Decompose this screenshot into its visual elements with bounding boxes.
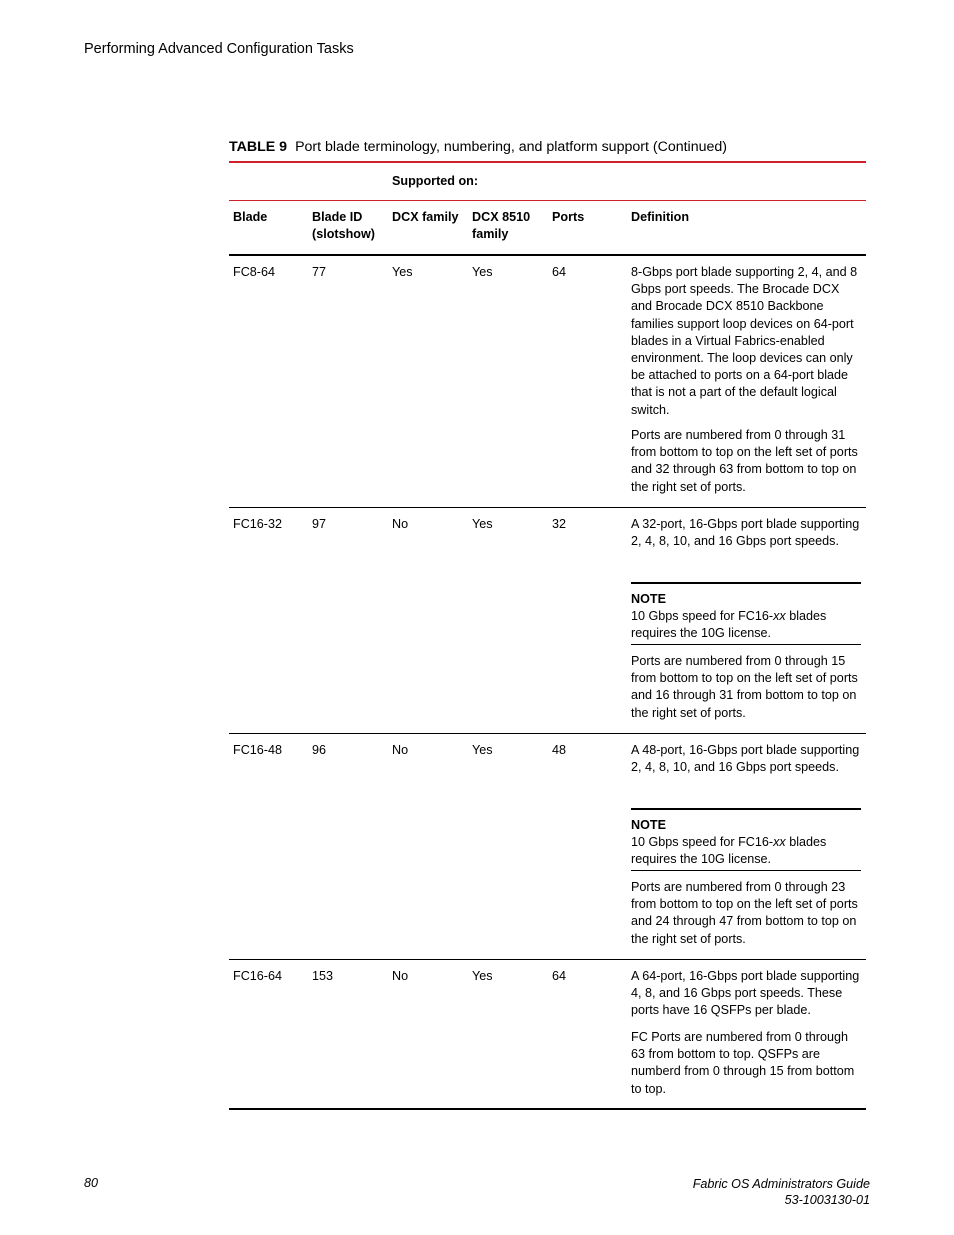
header-blade: Blade	[233, 210, 268, 224]
def-line: A 48-port, 16-Gbps port blade supporting	[631, 743, 860, 757]
header-blade-id	[312, 209, 375, 243]
header-dcx8510-line1: DCX 8510	[472, 210, 531, 224]
cell-ports: 64	[552, 969, 567, 983]
header-blade-id-line1: Blade ID	[312, 210, 363, 224]
def-line: blades in a Virtual Fabrics-enabled	[631, 333, 825, 348]
note-italic-text: xx	[773, 835, 786, 850]
table-caption	[229, 139, 727, 155]
running-header: Performing Advanced Configuration Tasks	[84, 41, 354, 57]
header-dcx8510-family	[472, 209, 530, 243]
def-line: and 24 through 47 from bottom to top on	[631, 914, 857, 929]
note-box	[631, 817, 863, 869]
cell-blade: FC16-32	[233, 517, 282, 531]
def-line: environment. The loop devices can only	[631, 351, 853, 366]
def-line: Ports are numbered from 0 through 31	[631, 428, 846, 442]
cell-dcx8510-family: Yes	[472, 969, 493, 983]
cell-definition-para2	[631, 427, 863, 496]
cell-dcx8510-family: Yes	[472, 743, 493, 757]
def-line: 2, 4, 8, 10, and 16 Gbps port speeds.	[631, 534, 839, 549]
note-box	[631, 591, 863, 643]
row-divider	[229, 959, 866, 960]
cell-blade-id: 77	[312, 265, 327, 279]
cell-dcx-family: Yes	[392, 265, 413, 279]
note-line	[631, 608, 863, 625]
cell-definition-para1	[631, 516, 863, 550]
def-line: be attached to ports on a 64-port blade	[631, 368, 849, 383]
cell-dcx-family: No	[392, 969, 409, 983]
cell-dcx-family: No	[392, 743, 409, 757]
cell-blade: FC16-48	[233, 743, 282, 757]
row-divider	[229, 507, 866, 508]
def-line: A 32-port, 16-Gbps port blade supporting	[631, 517, 860, 531]
cell-dcx8510-family: Yes	[472, 517, 493, 531]
note-label: NOTE	[631, 592, 666, 606]
footer-doc-number: 53-1003130-01	[784, 1193, 870, 1207]
note-text: 10 Gbps speed for FC16-	[631, 835, 774, 850]
def-line: to top.	[631, 1081, 667, 1096]
page-number: 80	[84, 1176, 99, 1190]
def-line: Ports are numbered from 0 through 23	[631, 880, 846, 894]
def-line: 4, 8, and 16 Gbps port speeds. These	[631, 986, 843, 1001]
footer-doc-title: Fabric OS Administrators Guide	[692, 1177, 870, 1191]
cell-blade-id: 153	[312, 969, 334, 983]
def-line: and 16 through 31 from bottom to top on	[631, 688, 857, 703]
note-top-rule	[631, 582, 861, 584]
cell-blade-id: 97	[312, 517, 327, 531]
def-line: numberd from 0 through 15 from bottom	[631, 1064, 855, 1079]
table-end-rule	[229, 1108, 866, 1110]
caption-rule	[229, 161, 866, 163]
supported-on-rule	[229, 200, 866, 201]
def-line: and 32 through 63 from bottom to top on	[631, 462, 857, 477]
def-line: FC Ports are numbered from 0 through	[631, 1030, 848, 1044]
note-line: requires the 10G license.	[631, 852, 772, 867]
note-italic-text: xx	[773, 609, 786, 624]
cell-definition-para1	[631, 742, 863, 776]
cell-dcx8510-family: Yes	[472, 265, 493, 279]
supported-on-label: Supported on:	[392, 174, 479, 188]
def-line: ports have 16 QSFPs per blade.	[631, 1003, 811, 1018]
def-line: from bottom to top on the left set of ports	[631, 445, 858, 460]
note-text: 10 Gbps speed for FC16-	[631, 609, 774, 624]
header-dcx8510-line2: family	[472, 227, 509, 242]
cell-ports: 48	[552, 743, 567, 757]
cell-definition-para1	[631, 968, 863, 1020]
table-number: TABLE 9	[229, 139, 288, 155]
cell-definition-para2	[631, 879, 863, 948]
cell-blade: FC8-64	[233, 265, 275, 279]
header-blade-id-line2: (slotshow)	[312, 227, 375, 242]
note-label: NOTE	[631, 818, 666, 832]
def-line: 63 from bottom to top. QSFPs are	[631, 1047, 820, 1062]
header-ports: Ports	[552, 210, 585, 224]
cell-ports: 32	[552, 517, 567, 531]
def-line: the right set of ports.	[631, 931, 746, 946]
note-bottom-rule	[631, 644, 861, 645]
note-text: blades	[785, 835, 827, 850]
note-text: blades	[785, 609, 827, 624]
def-line: A 64-port, 16-Gbps port blade supporting	[631, 969, 860, 983]
row-divider	[229, 733, 866, 734]
note-top-rule	[631, 808, 861, 810]
cell-definition-para1	[631, 264, 863, 419]
def-line: 2, 4, 8, 10, and 16 Gbps port speeds.	[631, 760, 839, 775]
cell-blade: FC16-64	[233, 969, 282, 983]
note-bottom-rule	[631, 870, 861, 871]
footer-doc-info	[693, 1176, 870, 1208]
def-line: Ports are numbered from 0 through 15	[631, 654, 846, 668]
cell-definition-para2	[631, 653, 863, 722]
def-line: from bottom to top on the left set of ports	[631, 671, 858, 686]
cell-dcx-family: No	[392, 517, 409, 531]
table-title: Port blade terminology, numbering, and platform support (Continued)	[295, 139, 727, 155]
def-line: from bottom to top on the left set of ports	[631, 897, 858, 912]
def-line: and Brocade DCX 8510 Backbone	[631, 299, 824, 314]
cell-definition-para2	[631, 1029, 863, 1098]
def-line: 8-Gbps port blade supporting 2, 4, and 8	[631, 265, 858, 279]
cell-ports: 64	[552, 265, 567, 279]
def-line: families support loop devices on 64-port	[631, 316, 854, 331]
def-line: switch.	[631, 402, 670, 417]
note-line: requires the 10G license.	[631, 626, 772, 641]
header-definition: Definition	[631, 210, 690, 224]
header-dcx-family: DCX family	[392, 210, 459, 224]
def-line: Gbps port speeds. The Brocade DCX	[631, 282, 840, 297]
cell-blade-id: 96	[312, 743, 327, 757]
header-bottom-rule	[229, 254, 866, 256]
def-line: the right set of ports.	[631, 705, 746, 720]
def-line: the right set of ports.	[631, 479, 746, 494]
def-line: that is not a part of the default logical	[631, 385, 837, 400]
note-line	[631, 834, 863, 851]
